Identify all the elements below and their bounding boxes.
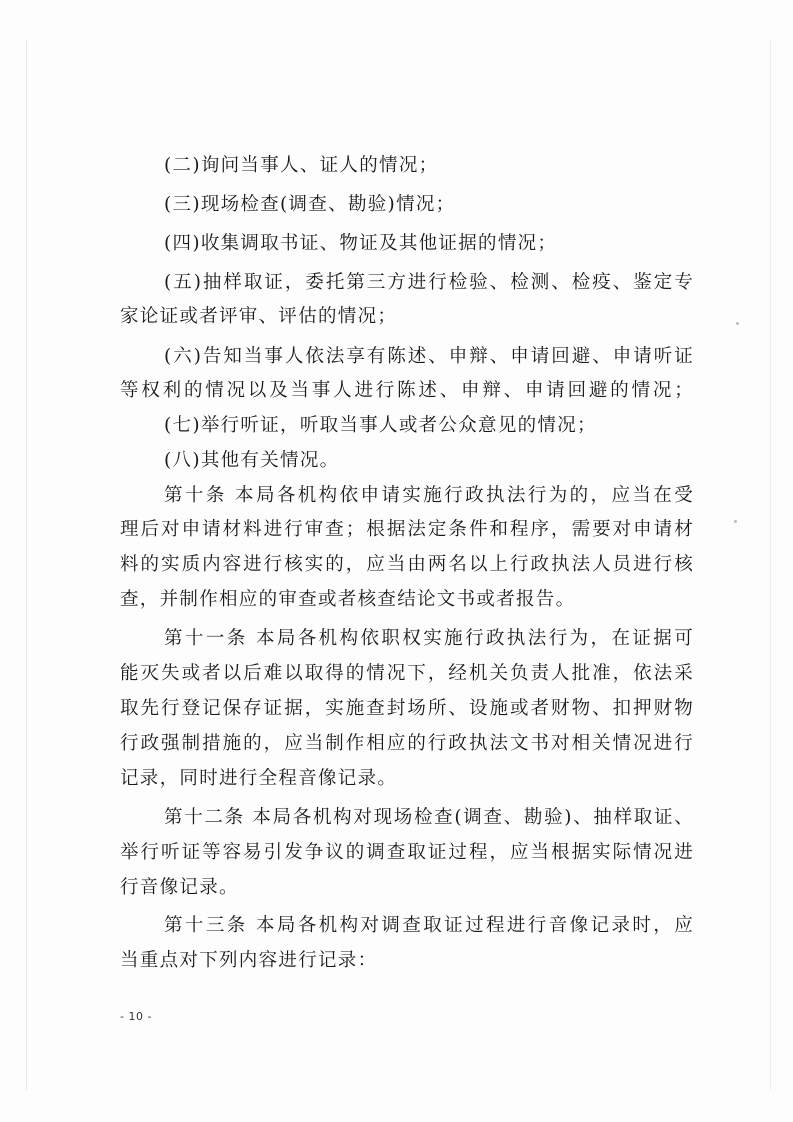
- article-line: 能灭失或者以后难以取得的情况下，经机关负责人批准，依法采: [120, 663, 694, 684]
- article-line: 第十条 本局各机构依申请实施行政执法行为的，应当在受: [164, 485, 694, 506]
- article-line: 行音像记录。: [120, 877, 239, 898]
- paragraph-line: (二)询问当事人、证人的情况；: [164, 155, 439, 176]
- paragraph-line: (八)其他有关情况。: [164, 450, 340, 471]
- paragraph-line: (三)现场检查(调查、勘验)情况；: [164, 194, 456, 215]
- scan-speck: [736, 322, 739, 325]
- article-line: 第十二条 本局各机构对现场检查(调查、勘验)、抽样取证、: [164, 807, 694, 828]
- scan-speck: [734, 520, 737, 523]
- scan-edge-left: [26, 40, 27, 1090]
- paragraph-line: (四)收集调取书证、物证及其他证据的情况；: [164, 233, 558, 254]
- article-line: 记录，同时进行全程音像记录。: [120, 768, 398, 789]
- paragraph-line: 家论证或者评审、评估的情况；: [120, 306, 398, 327]
- scan-edge-right: [770, 40, 771, 1090]
- article-line: 当重点对下列内容进行记录：: [120, 950, 378, 971]
- article-line: 举行听证等容易引发争议的调查取证过程，应当根据实际情况进: [120, 842, 694, 863]
- article-line: 行政强制措施的，应当制作相应的行政执法文书对相关情况进行: [120, 733, 694, 754]
- article-line: 理后对申请材料进行审查；根据法定条件和程序，需要对申请材: [120, 519, 694, 540]
- article-line: 查，并制作相应的审查或者核查结论文书或者报告。: [120, 589, 576, 610]
- article-line: 第十三条 本局各机构对调查取证过程进行音像记录时，应: [164, 915, 694, 936]
- article-line: 取先行登记保存证据，实施查封场所、设施或者财物、扣押财物: [120, 698, 694, 719]
- paragraph-line: (六)告知当事人依法享有陈述、申辩、申请回避、申请听证: [164, 346, 694, 367]
- article-line: 第十一条 本局各机构依职权实施行政执法行为，在证据可: [164, 628, 694, 649]
- paragraph-line: (七)举行听证，听取当事人或者公众意见的情况；: [164, 415, 597, 436]
- paragraph-line: (五)抽样取证，委托第三方进行检验、检测、检疫、鉴定专: [164, 272, 694, 293]
- article-line: 料的实质内容进行核实的，应当由两名以上行政执法人员进行核: [120, 554, 694, 575]
- page-number: - 10 -: [120, 1010, 152, 1023]
- paragraph-line: 等权利的情况以及当事人进行陈述、申辩、申请回避的情况；: [120, 380, 694, 401]
